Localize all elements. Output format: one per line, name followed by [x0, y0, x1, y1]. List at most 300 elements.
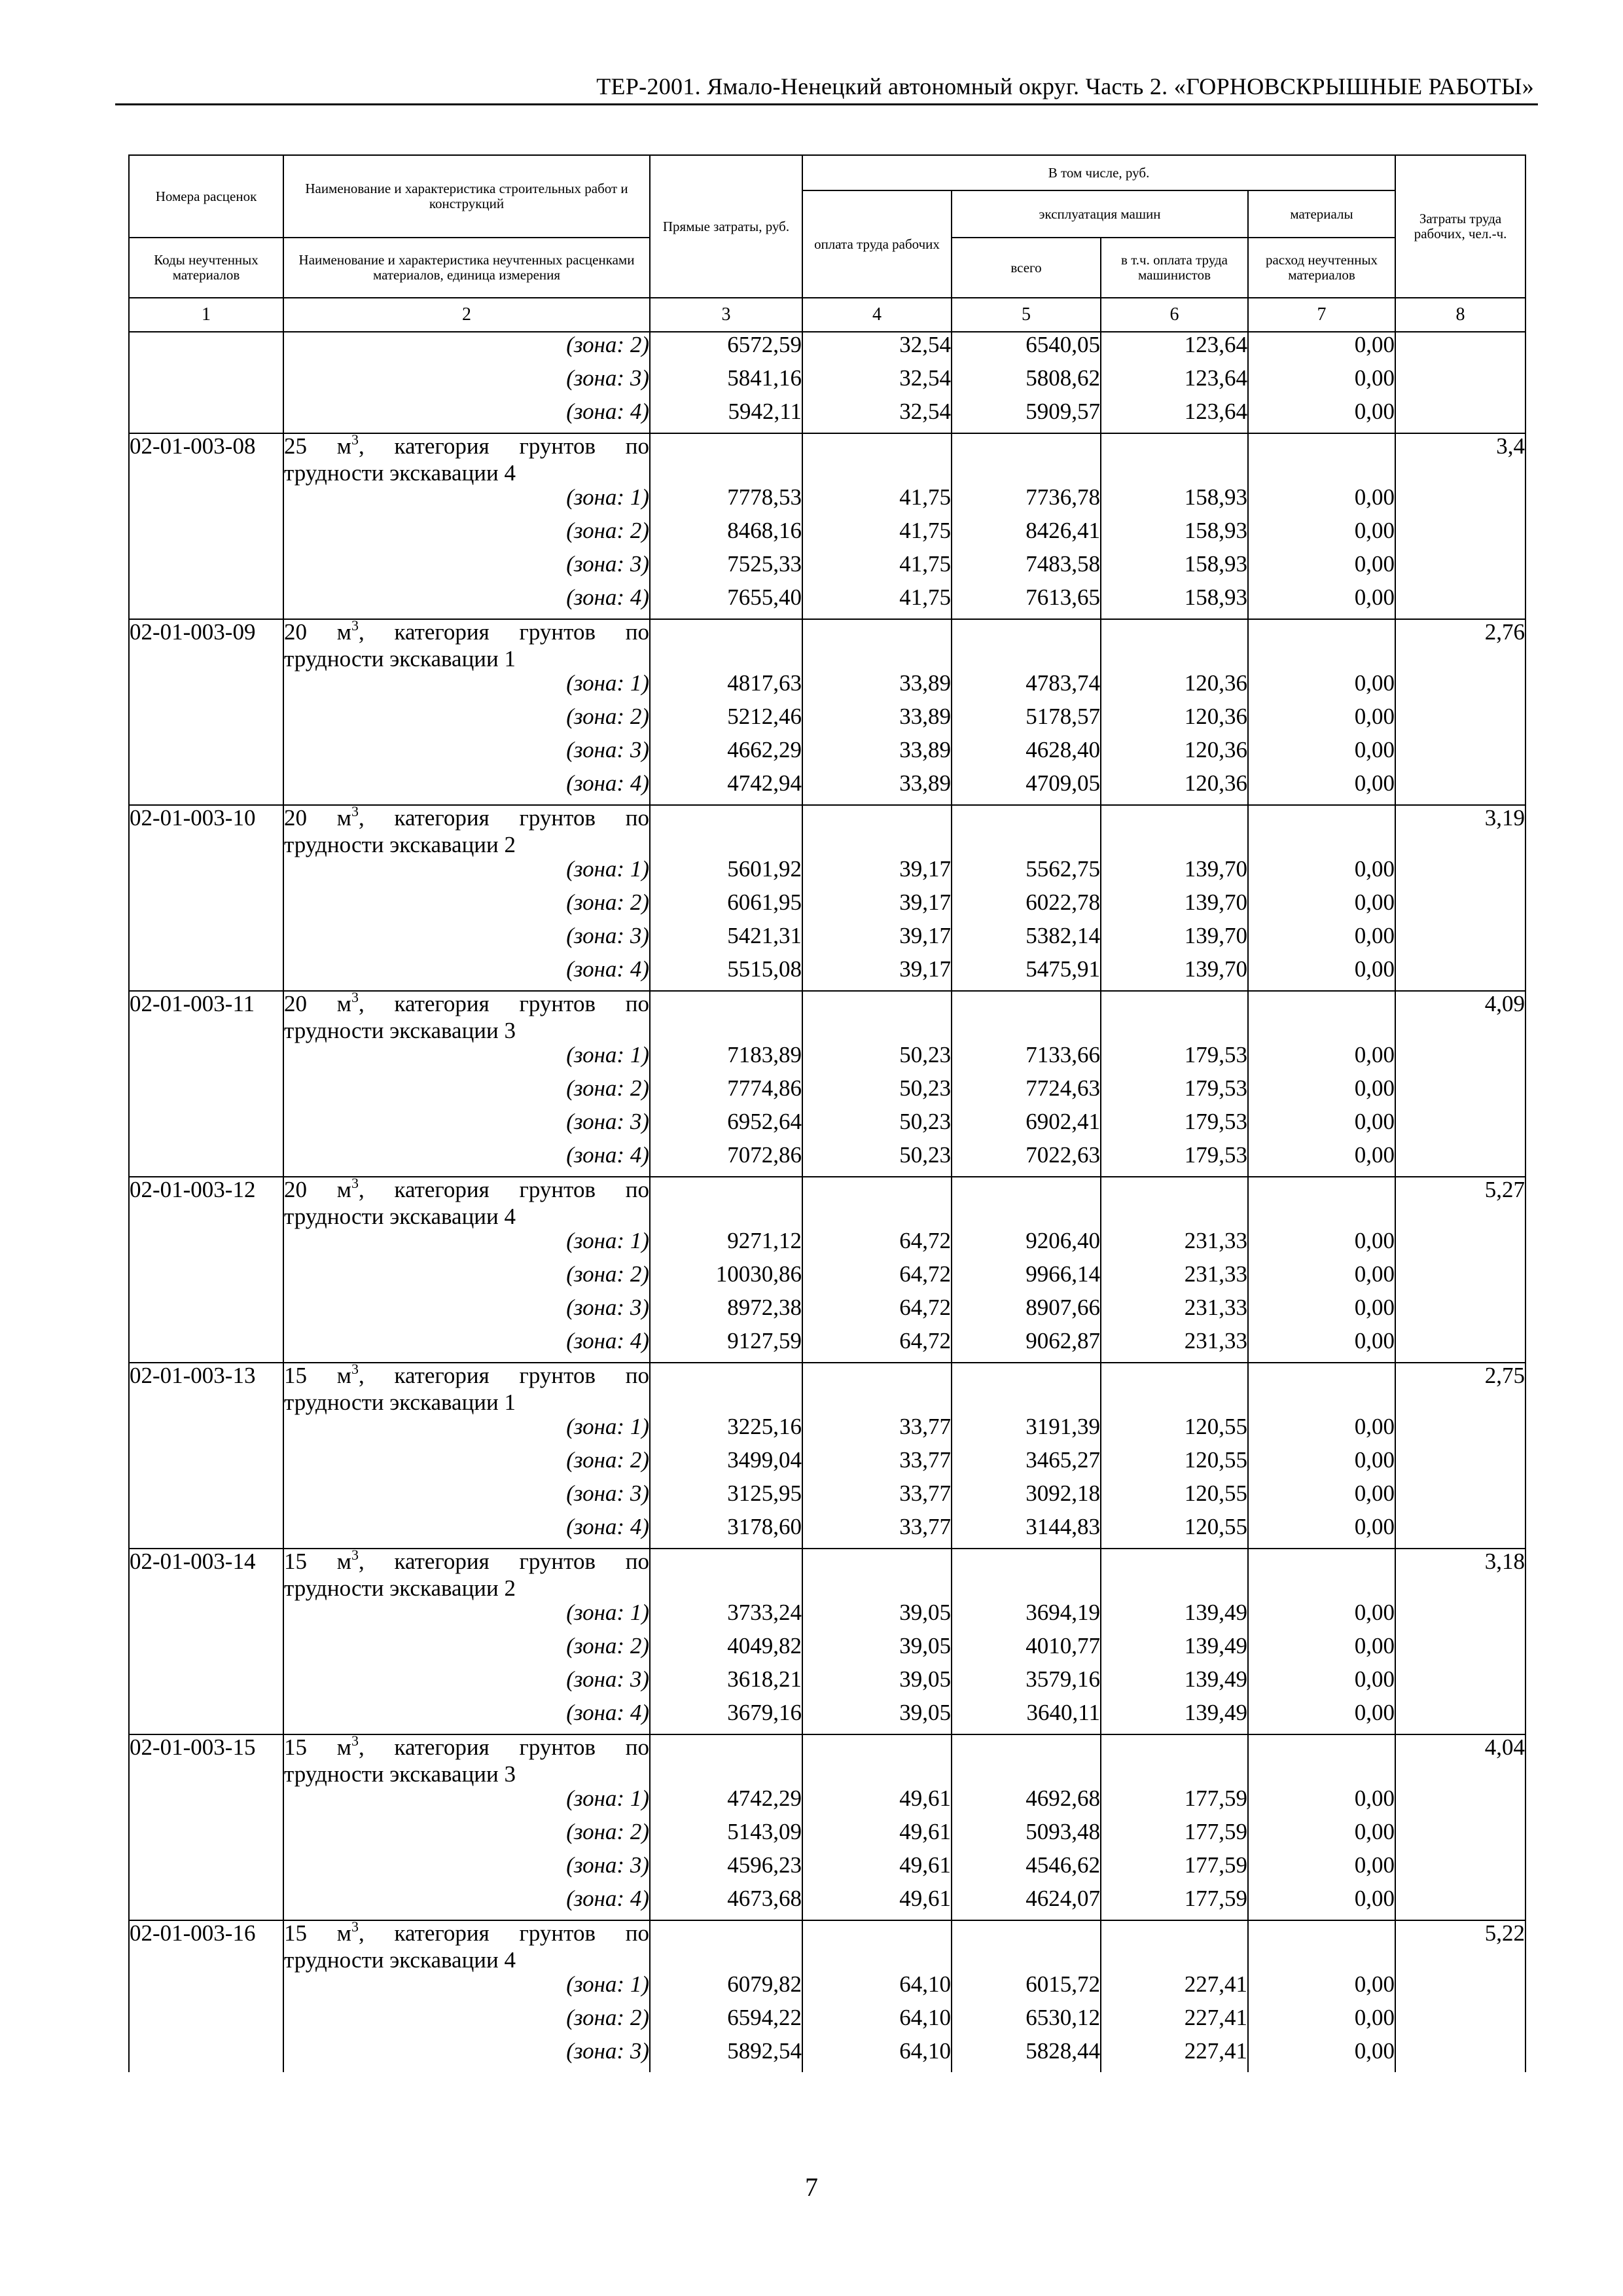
empty-cell — [1101, 619, 1248, 671]
operators-wages-cell: 227,41 — [1101, 1972, 1248, 2005]
header-work-name: Наименование и характеристика строительных работ и конструкций — [283, 155, 650, 238]
description-text: , категория грунтов по трудности экскавации 4 — [284, 1920, 649, 1973]
direct-costs-cell: 7183,89 — [650, 1043, 802, 1076]
table-row — [129, 738, 1525, 771]
wages-cell: 39,05 — [802, 1700, 952, 1734]
direct-costs-cell: 3225,16 — [650, 1414, 802, 1448]
description-superscript: 3 — [351, 989, 359, 1005]
direct-costs-cell: 8972,38 — [650, 1295, 802, 1329]
header-title: ТЕР-2001. Ямало-Ненецкий автономный округ. Часть 2. «ГОРНОВСКРЫШНЫЕ РАБОТЫ» — [596, 73, 1534, 99]
wages-cell: 33,77 — [802, 1414, 952, 1448]
zone-cell: (зона: 4) — [283, 1329, 650, 1363]
machines-total-cell: 4546,62 — [952, 1853, 1101, 1886]
materials-cell: 0,00 — [1248, 366, 1395, 399]
machines-total-cell: 8907,66 — [952, 1295, 1101, 1329]
work-description — [283, 991, 650, 1043]
machines-total-cell: 6022,78 — [952, 890, 1101, 924]
machines-total-cell: 3144,83 — [952, 1515, 1101, 1549]
wages-cell: 64,10 — [802, 2039, 952, 2072]
table-row — [129, 1667, 1525, 1700]
materials-cell: 0,00 — [1248, 1414, 1395, 1448]
empty-cell — [952, 1177, 1101, 1229]
description-text: , категория грунтов по трудности экскавации 2 — [284, 1549, 649, 1601]
zone-cell: (зона: 1) — [283, 1600, 650, 1634]
table-row — [129, 1820, 1525, 1853]
labor-costs-value: 4,09 — [1395, 991, 1525, 1177]
table-row — [129, 805, 1525, 857]
direct-costs-cell: 9127,59 — [650, 1329, 802, 1363]
zone-cell: (зона: 1) — [283, 1972, 650, 2005]
direct-costs-cell: 4673,68 — [650, 1886, 802, 1920]
work-description — [283, 1734, 650, 1786]
operators-wages-cell: 123,64 — [1101, 332, 1248, 366]
zone-cell: (зона: 2) — [283, 890, 650, 924]
empty-cell — [1248, 1549, 1395, 1600]
zone-cell: (зона: 4) — [283, 1143, 650, 1177]
table-header — [129, 155, 1525, 332]
machines-total-cell: 7133,66 — [952, 1043, 1101, 1076]
empty-cell — [650, 433, 802, 485]
materials-cell: 0,00 — [1248, 857, 1395, 890]
direct-costs-cell: 3733,24 — [650, 1600, 802, 1634]
direct-costs-cell: 8468,16 — [650, 518, 802, 552]
description-volume: 15 м — [284, 1734, 351, 1760]
empty-cell — [802, 991, 952, 1043]
materials-cell: 0,00 — [1248, 738, 1395, 771]
empty-cell — [1101, 1363, 1248, 1414]
materials-cell: 0,00 — [1248, 2039, 1395, 2072]
zone-cell: (зона: 4) — [283, 585, 650, 619]
machines-total-cell: 4709,05 — [952, 771, 1101, 805]
direct-costs-cell: 4817,63 — [650, 671, 802, 704]
empty-cell — [650, 1363, 802, 1414]
zone-cell: (зона: 3) — [283, 1481, 650, 1515]
operators-wages-cell: 158,93 — [1101, 585, 1248, 619]
wages-cell: 39,05 — [802, 1667, 952, 1700]
work-description — [283, 1363, 650, 1414]
operators-wages-cell: 139,49 — [1101, 1634, 1248, 1667]
materials-cell: 0,00 — [1248, 957, 1395, 991]
zone-cell: (зона: 1) — [283, 1786, 650, 1820]
header-labor-costs: Затраты труда рабочих, чел.-ч. — [1395, 155, 1525, 298]
table-row — [129, 1043, 1525, 1076]
zone-cell: (зона: 4) — [283, 1886, 650, 1920]
operators-wages-cell: 120,55 — [1101, 1481, 1248, 1515]
column-number: 5 — [952, 298, 1101, 332]
empty-cell — [802, 433, 952, 485]
empty-cell — [1101, 433, 1248, 485]
description-volume: 20 м — [284, 619, 351, 645]
materials-cell: 0,00 — [1248, 1109, 1395, 1143]
wages-cell: 39,05 — [802, 1600, 952, 1634]
machines-total-cell: 5382,14 — [952, 924, 1101, 957]
materials-cell: 0,00 — [1248, 671, 1395, 704]
materials-cell: 0,00 — [1248, 1972, 1395, 2005]
wages-cell: 50,23 — [802, 1076, 952, 1109]
labor-costs-value: 4,04 — [1395, 1734, 1525, 1920]
operators-wages-cell: 177,59 — [1101, 1886, 1248, 1920]
empty-cell — [1248, 1920, 1395, 1972]
operators-wages-cell: 139,70 — [1101, 857, 1248, 890]
direct-costs-cell: 6061,95 — [650, 890, 802, 924]
header-operators-wages: в т.ч. оплата труда машинистов — [1101, 238, 1248, 298]
machines-total-cell: 4624,07 — [952, 1886, 1101, 1920]
table-row — [129, 1448, 1525, 1481]
table-row — [129, 1109, 1525, 1143]
table-row — [129, 366, 1525, 399]
table-row — [129, 1734, 1525, 1786]
materials-cell: 0,00 — [1248, 1262, 1395, 1295]
empty-cell — [1248, 619, 1395, 671]
materials-cell: 0,00 — [1248, 518, 1395, 552]
direct-costs-cell: 3618,21 — [650, 1667, 802, 1700]
machines-total-cell: 7613,65 — [952, 585, 1101, 619]
column-number: 7 — [1248, 298, 1395, 332]
empty-cell — [650, 1734, 802, 1786]
direct-costs-cell: 7778,53 — [650, 485, 802, 518]
operators-wages-cell: 139,70 — [1101, 924, 1248, 957]
materials-cell: 0,00 — [1248, 1329, 1395, 1363]
machines-total-cell: 5093,48 — [952, 1820, 1101, 1853]
machines-total-cell: 5909,57 — [952, 399, 1101, 433]
materials-cell: 0,00 — [1248, 1700, 1395, 1734]
wages-cell: 32,54 — [802, 399, 952, 433]
table-row — [129, 332, 1525, 366]
direct-costs-cell: 9271,12 — [650, 1229, 802, 1262]
direct-costs-cell: 7525,33 — [650, 552, 802, 585]
direct-costs-cell: 7655,40 — [650, 585, 802, 619]
description-superscript: 3 — [351, 1175, 359, 1191]
operators-wages-cell: 231,33 — [1101, 1329, 1248, 1363]
operators-wages-cell: 120,36 — [1101, 671, 1248, 704]
wages-cell: 64,72 — [802, 1229, 952, 1262]
wages-cell: 49,61 — [802, 1886, 952, 1920]
empty-cell — [1101, 1549, 1248, 1600]
wages-cell: 33,77 — [802, 1448, 952, 1481]
empty-cell — [802, 1920, 952, 1972]
materials-cell: 0,00 — [1248, 1076, 1395, 1109]
materials-cell: 0,00 — [1248, 924, 1395, 957]
operators-wages-cell: 139,70 — [1101, 957, 1248, 991]
machines-total-cell: 9206,40 — [952, 1229, 1101, 1262]
materials-cell: 0,00 — [1248, 1481, 1395, 1515]
description-text: , категория грунтов по трудности экскавации 1 — [284, 1363, 649, 1415]
zone-cell: (зона: 3) — [283, 924, 650, 957]
work-description — [283, 433, 650, 485]
wages-cell: 33,89 — [802, 704, 952, 738]
zone-cell: (зона: 3) — [283, 1109, 650, 1143]
materials-cell: 0,00 — [1248, 771, 1395, 805]
table-row — [129, 1786, 1525, 1820]
materials-cell: 0,00 — [1248, 2005, 1395, 2039]
operators-wages-cell: 177,59 — [1101, 1853, 1248, 1886]
zone-cell: (зона: 2) — [283, 1820, 650, 1853]
rate-code: 02-01-003-09 — [129, 619, 283, 805]
description-volume: 20 м — [284, 991, 351, 1016]
empty-cell — [952, 1734, 1101, 1786]
operators-wages-cell: 231,33 — [1101, 1229, 1248, 1262]
table-row — [129, 619, 1525, 671]
empty-cell — [1101, 1734, 1248, 1786]
work-description — [283, 619, 650, 671]
work-description — [283, 805, 650, 857]
wages-cell: 64,72 — [802, 1329, 952, 1363]
operators-wages-cell: 179,53 — [1101, 1043, 1248, 1076]
direct-costs-cell: 6952,64 — [650, 1109, 802, 1143]
operators-wages-cell: 179,53 — [1101, 1109, 1248, 1143]
direct-costs-cell: 3178,60 — [650, 1515, 802, 1549]
table-row — [129, 1262, 1525, 1295]
empty-cell — [802, 1734, 952, 1786]
labor-costs-value: 3,4 — [1395, 433, 1525, 619]
column-number: 2 — [283, 298, 650, 332]
empty-cell — [1248, 805, 1395, 857]
machines-total-cell: 4628,40 — [952, 738, 1101, 771]
table-row — [129, 1920, 1525, 1972]
table-row — [129, 1177, 1525, 1229]
table-row — [129, 485, 1525, 518]
zone-cell: (зона: 2) — [283, 1634, 650, 1667]
table-row — [129, 991, 1525, 1043]
empty-cell — [952, 1920, 1101, 1972]
work-description — [283, 1549, 650, 1600]
operators-wages-cell: 123,64 — [1101, 366, 1248, 399]
table-row — [129, 1363, 1525, 1414]
column-number: 6 — [1101, 298, 1248, 332]
empty-cell — [1101, 805, 1248, 857]
machines-total-cell: 9966,14 — [952, 1262, 1101, 1295]
machines-total-cell: 7736,78 — [952, 485, 1101, 518]
wages-cell: 41,75 — [802, 585, 952, 619]
header-materials-consumption: расход неучтенных материалов — [1248, 238, 1395, 298]
machines-total-cell: 7022,63 — [952, 1143, 1101, 1177]
header-material-names: Наименование и характеристика неучтенных расценками материалов, единица измерения — [283, 238, 650, 298]
direct-costs-cell: 5515,08 — [650, 957, 802, 991]
table-row — [129, 924, 1525, 957]
zone-cell: (зона: 2) — [283, 1448, 650, 1481]
machines-total-cell: 7724,63 — [952, 1076, 1101, 1109]
machines-total-cell: 6902,41 — [952, 1109, 1101, 1143]
direct-costs-cell: 5143,09 — [650, 1820, 802, 1853]
machines-total-cell: 3465,27 — [952, 1448, 1101, 1481]
column-number: 4 — [802, 298, 952, 332]
empty-cell — [952, 619, 1101, 671]
materials-cell: 0,00 — [1248, 399, 1395, 433]
table-row — [129, 890, 1525, 924]
empty-cell — [802, 619, 952, 671]
table-row — [129, 704, 1525, 738]
table-row — [129, 1414, 1525, 1448]
direct-costs-cell: 3125,95 — [650, 1481, 802, 1515]
wages-cell: 50,23 — [802, 1109, 952, 1143]
machines-total-cell: 3191,39 — [952, 1414, 1101, 1448]
direct-costs-cell: 4742,94 — [650, 771, 802, 805]
machines-total-cell: 3694,19 — [952, 1600, 1101, 1634]
wages-cell: 49,61 — [802, 1820, 952, 1853]
empty-cell — [1248, 1734, 1395, 1786]
materials-cell: 0,00 — [1248, 1886, 1395, 1920]
operators-wages-cell: 227,41 — [1101, 2039, 1248, 2072]
empty-cell — [1248, 991, 1395, 1043]
wages-cell: 50,23 — [802, 1043, 952, 1076]
operators-wages-cell: 139,49 — [1101, 1667, 1248, 1700]
machines-total-cell: 6530,12 — [952, 2005, 1101, 2039]
direct-costs-cell: 3679,16 — [650, 1700, 802, 1734]
wages-cell: 41,75 — [802, 485, 952, 518]
work-description — [283, 1177, 650, 1229]
wages-cell: 39,17 — [802, 857, 952, 890]
labor-cell — [1395, 366, 1525, 399]
operators-wages-cell: 120,55 — [1101, 1414, 1248, 1448]
operators-wages-cell: 139,70 — [1101, 890, 1248, 924]
zone-cell: (зона: 3) — [283, 366, 650, 399]
empty-cell — [1101, 991, 1248, 1043]
wages-cell: 49,61 — [802, 1853, 952, 1886]
empty-cell — [802, 1177, 952, 1229]
description-superscript: 3 — [351, 1732, 359, 1749]
description-volume: 20 м — [284, 1177, 351, 1202]
table-row — [129, 1853, 1525, 1886]
table-row — [129, 1229, 1525, 1262]
empty-cell — [650, 805, 802, 857]
wages-cell: 33,89 — [802, 738, 952, 771]
table-row — [129, 957, 1525, 991]
empty-cell — [952, 1363, 1101, 1414]
header-materials: материалы — [1248, 190, 1395, 238]
direct-costs-cell: 10030,86 — [650, 1262, 802, 1295]
zone-cell: (зона: 4) — [283, 399, 650, 433]
operators-wages-cell: 177,59 — [1101, 1820, 1248, 1853]
empty-cell — [650, 1920, 802, 1972]
description-text: , категория грунтов по трудности экскавации 4 — [284, 433, 649, 486]
rate-code-cell — [129, 332, 283, 366]
table-row — [129, 1549, 1525, 1600]
description-text: , категория грунтов по трудности экскавации 3 — [284, 991, 649, 1043]
operators-wages-cell: 120,55 — [1101, 1448, 1248, 1481]
empty-cell — [1248, 1363, 1395, 1414]
table-row — [129, 1886, 1525, 1920]
wages-cell: 41,75 — [802, 518, 952, 552]
table-row — [129, 585, 1525, 619]
materials-cell: 0,00 — [1248, 1515, 1395, 1549]
zone-cell: (зона: 3) — [283, 1853, 650, 1886]
header-direct-costs: Прямые затраты, руб. — [650, 155, 802, 298]
table-row — [129, 1515, 1525, 1549]
direct-costs-cell: 5942,11 — [650, 399, 802, 433]
table-row — [129, 2005, 1525, 2039]
operators-wages-cell: 120,36 — [1101, 771, 1248, 805]
rate-code: 02-01-003-16 — [129, 1920, 283, 2072]
operators-wages-cell: 231,33 — [1101, 1295, 1248, 1329]
rate-code: 02-01-003-10 — [129, 805, 283, 991]
zone-cell: (зона: 3) — [283, 1667, 650, 1700]
wages-cell: 33,77 — [802, 1481, 952, 1515]
direct-costs-cell: 6572,59 — [650, 332, 802, 366]
operators-wages-cell: 227,41 — [1101, 2005, 1248, 2039]
header-workers-wages: оплата труда рабочих — [802, 190, 952, 298]
operators-wages-cell: 120,36 — [1101, 704, 1248, 738]
description-volume: 15 м — [284, 1920, 351, 1946]
machines-total-cell: 3092,18 — [952, 1481, 1101, 1515]
empty-cell — [952, 1549, 1101, 1600]
page-number: 7 — [805, 2172, 818, 2202]
price-table — [128, 154, 1526, 2072]
direct-costs-cell: 5601,92 — [650, 857, 802, 890]
machines-total-cell: 4010,77 — [952, 1634, 1101, 1667]
direct-costs-cell: 4662,29 — [650, 738, 802, 771]
direct-costs-cell: 6079,82 — [650, 1972, 802, 2005]
zone-cell: (зона: 3) — [283, 552, 650, 585]
operators-wages-cell: 158,93 — [1101, 552, 1248, 585]
wages-cell: 64,72 — [802, 1295, 952, 1329]
operators-wages-cell: 120,36 — [1101, 738, 1248, 771]
zone-cell: (зона: 3) — [283, 738, 650, 771]
empty-cell — [1101, 1177, 1248, 1229]
table-row — [129, 1634, 1525, 1667]
zone-cell: (зона: 3) — [283, 1295, 650, 1329]
machines-total-cell: 7483,58 — [952, 552, 1101, 585]
table-body — [129, 332, 1525, 2072]
empty-cell — [650, 1549, 802, 1600]
labor-costs-value: 5,27 — [1395, 1177, 1525, 1363]
empty-cell — [802, 1363, 952, 1414]
materials-cell: 0,00 — [1248, 485, 1395, 518]
table-row — [129, 1076, 1525, 1109]
operators-wages-cell: 139,49 — [1101, 1600, 1248, 1634]
zone-cell: (зона: 1) — [283, 1043, 650, 1076]
wages-cell: 33,77 — [802, 1515, 952, 1549]
rate-code-cell — [129, 366, 283, 399]
empty-cell — [952, 805, 1101, 857]
rate-code: 02-01-003-15 — [129, 1734, 283, 1920]
description-superscript: 3 — [351, 617, 359, 634]
rate-code: 02-01-003-11 — [129, 991, 283, 1177]
header-material-codes: Коды неучтенных материалов — [129, 238, 283, 298]
description-volume: 20 м — [284, 805, 351, 831]
materials-cell: 0,00 — [1248, 1600, 1395, 1634]
header-including: В том числе, руб. — [802, 155, 1395, 190]
direct-costs-cell: 4742,29 — [650, 1786, 802, 1820]
materials-cell: 0,00 — [1248, 1786, 1395, 1820]
materials-cell: 0,00 — [1248, 1143, 1395, 1177]
rate-code: 02-01-003-14 — [129, 1549, 283, 1734]
table-row — [129, 1295, 1525, 1329]
labor-cell — [1395, 399, 1525, 433]
description-text: , категория грунтов по трудности экскавации 3 — [284, 1734, 649, 1787]
wages-cell: 41,75 — [802, 552, 952, 585]
description-superscript: 3 — [351, 431, 359, 448]
table-row — [129, 399, 1525, 433]
machines-total-cell: 9062,87 — [952, 1329, 1101, 1363]
wages-cell: 64,10 — [802, 2005, 952, 2039]
materials-cell: 0,00 — [1248, 1634, 1395, 1667]
operators-wages-cell: 139,49 — [1101, 1700, 1248, 1734]
description-text: , категория грунтов по трудности экскавации 1 — [284, 619, 649, 672]
rate-code: 02-01-003-12 — [129, 1177, 283, 1363]
zone-cell: (зона: 2) — [283, 1262, 650, 1295]
empty-cell — [650, 991, 802, 1043]
table-row — [129, 1700, 1525, 1734]
direct-costs-cell: 5212,46 — [650, 704, 802, 738]
table-row — [129, 552, 1525, 585]
empty-cell — [802, 1549, 952, 1600]
description-superscript: 3 — [351, 1361, 359, 1377]
operators-wages-cell: 177,59 — [1101, 1786, 1248, 1820]
column-number: 3 — [650, 298, 802, 332]
materials-cell: 0,00 — [1248, 1229, 1395, 1262]
zone-cell: (зона: 4) — [283, 957, 650, 991]
wages-cell: 50,23 — [802, 1143, 952, 1177]
